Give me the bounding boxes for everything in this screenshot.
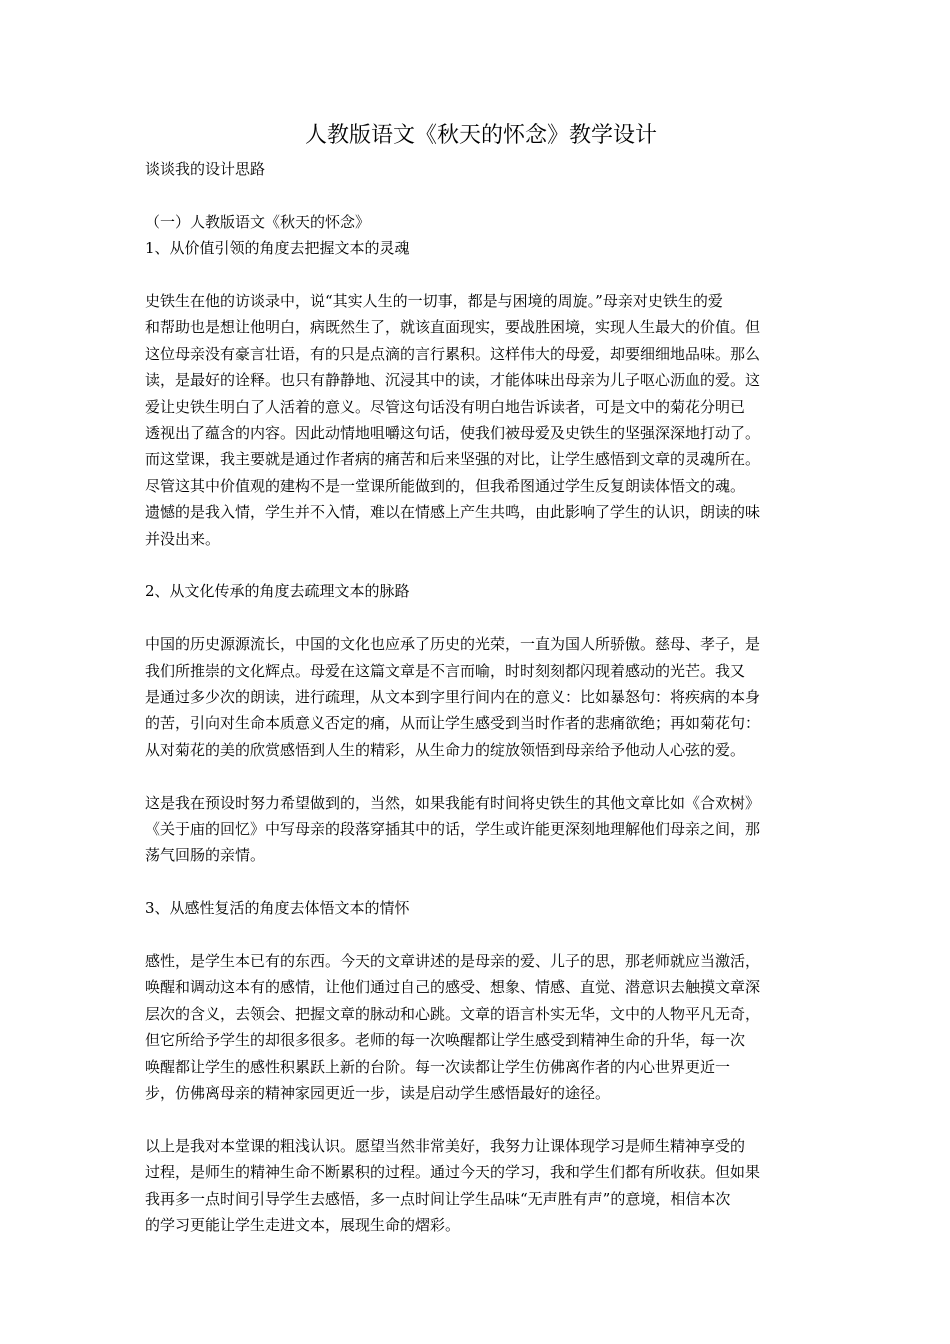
- paragraph-line: 中国的历史源源流长，中国的文化也应承了历史的光荣，一直为国人所骄傲。慈母、孝子，是: [145, 635, 761, 654]
- paragraph-line: 以上是我对本堂课的粗浅认识。愿望当然非常美好，我努力让课体现学习是师生精神享受的: [145, 1136, 746, 1155]
- paragraph-line: 是通过多少次的朗读，进行疏理，从文本到字里行间内在的意义：比如暴怒句：将疾病的本身: [145, 688, 761, 707]
- paragraph-line: 史铁生在他的访谈录中，说“其实人生的一切事，都是与困境的周旋。”母亲对史铁生的爱: [145, 292, 723, 310]
- document-title: 人教版语文《秋天的怀念》教学设计: [304, 123, 657, 148]
- paragraph-line: 荡气回肠的亲情。: [145, 846, 266, 865]
- spacer: [145, 869, 817, 895]
- paragraph-line: 透视出了蕴含的内容。因此动情地咀嚼这句话，使我们被母爱及史铁生的坚强深深地打动了。: [145, 424, 761, 443]
- paragraph-line: 唤醒和调动这本有的感情，让他们通过自己的感受、想象、情感、直觉、潜意识去触摸文章深: [145, 978, 761, 997]
- spacer: [145, 182, 817, 208]
- document-page: [145, 118, 817, 1239]
- point1-heading: 1、从价值引领的角度去把握文本的灵魂: [145, 239, 410, 258]
- paragraph-line: 《关于庙的回忆》中写母亲的段落穿插其中的话，学生或许能更深刻地理解他们母亲之间，那: [145, 820, 761, 839]
- paragraph-line: 我们所推崇的文化辉点。母爱在这篇文章是不言而喻，时时刻刻都闪现着感动的光芒。我又: [145, 661, 746, 680]
- paragraph-line: 遗憾的是我入情，学生并不入情，难以在情感上产生共鸣，由此影响了学生的认识，朗读的味: [145, 503, 761, 522]
- section-heading: （一）人教版语文《秋天的怀念》: [145, 212, 371, 231]
- spacer: [145, 922, 817, 948]
- paragraph-line: 步，仿佛离母亲的精神家园更近一步，读是启动学生感悟最好的途径。: [145, 1084, 611, 1103]
- paragraph-line: 感性，是学生本已有的东西。今天的文章讲述的是母亲的爱、儿子的思，那老师就应当激活，: [145, 952, 761, 971]
- paragraph-line: 尽管这其中价值观的建构不是一堂课所能做到的，但我希图通过学生反复朗读体悟文的魂。: [145, 476, 746, 495]
- paragraph-line: 但它所给予学生的却很多很多。老师的每一次唤醒都让学生感受到精神生命的升华，每一次: [145, 1031, 746, 1050]
- point1-paragraph: [145, 288, 817, 552]
- point2-paragraph: [145, 631, 817, 763]
- paragraph-line: 并没出来。: [145, 529, 221, 548]
- paragraph-line: 层次的含义，去领会、把握文章的脉动和心跳。文章的语言朴实无华，文中的人物平凡无奇，: [145, 1004, 761, 1023]
- point2-paragraph-b: [145, 790, 817, 869]
- paragraph-line: 而这堂课，我主要就是通过作者病的痛苦和后来坚强的对比，让学生感悟到文章的灵魂所在。: [145, 450, 761, 469]
- point3-paragraph: [145, 948, 817, 1106]
- paragraph-line: 过程，是师生的精神生命不断累积的过程。通过今天的学习，我和学生们都有所收获。但如果: [145, 1163, 761, 1182]
- paragraph-line: 唤醒都让学生的感性积累跃上新的台阶。每一次读都让学生仿佛离作者的内心世界更近一: [145, 1057, 731, 1076]
- spacer: [145, 262, 817, 288]
- conclusion-paragraph: [145, 1133, 817, 1239]
- paragraph-line: 的苦，引向对生命本质意义否定的痛，从而让学生感受到当时作者的悲痛欲绝；再如菊花句：: [145, 714, 761, 733]
- spacer: [145, 605, 817, 631]
- spacer: [145, 1107, 817, 1133]
- paragraph-line: 这是我在预设时努力希望做到的，当然，如果我能有时间将史铁生的其他文章比如《合欢树》: [145, 793, 761, 812]
- paragraph-line: 的学习更能让学生走进文本，展现生命的熠彩。: [145, 1216, 461, 1235]
- point2-heading: 2、从文化传承的角度去疏理文本的脉路: [145, 582, 410, 601]
- paragraph-line: 读，是最好的诠释。也只有静静地、沉浸其中的读，才能体味出母亲为儿子呕心沥血的爱。这: [145, 371, 761, 390]
- spacer: [145, 763, 817, 789]
- paragraph-line: 和帮助也是想让他明白，病既然生了，就该直面现实，要战胜困境，实现人生最大的价值。但: [145, 318, 761, 337]
- paragraph-line: 这位母亲没有豪言壮语，有的只是点滴的言行累积。这样伟大的母爱，却要细细地品味。那么: [145, 344, 761, 363]
- document-subtitle: 谈谈我的设计思路: [145, 160, 266, 178]
- paragraph-line: 我再多一点时间引导学生去感悟，多一点时间让学生品味“无声胜有声”的意境，相信本次: [145, 1189, 731, 1208]
- point3-heading: 3、从感性复活的角度去体悟文本的情怀: [145, 899, 410, 918]
- paragraph-line: 爱让史铁生明白了人活着的意义。尽管这句话没有明白地告诉读者，可是文中的菊花分明已: [145, 397, 746, 416]
- paragraph-line: 从对菊花的美的欣赏感悟到人生的精彩，从生命力的绽放领悟到母亲给予他动人心弦的爱。: [145, 740, 746, 759]
- spacer: [145, 552, 817, 578]
